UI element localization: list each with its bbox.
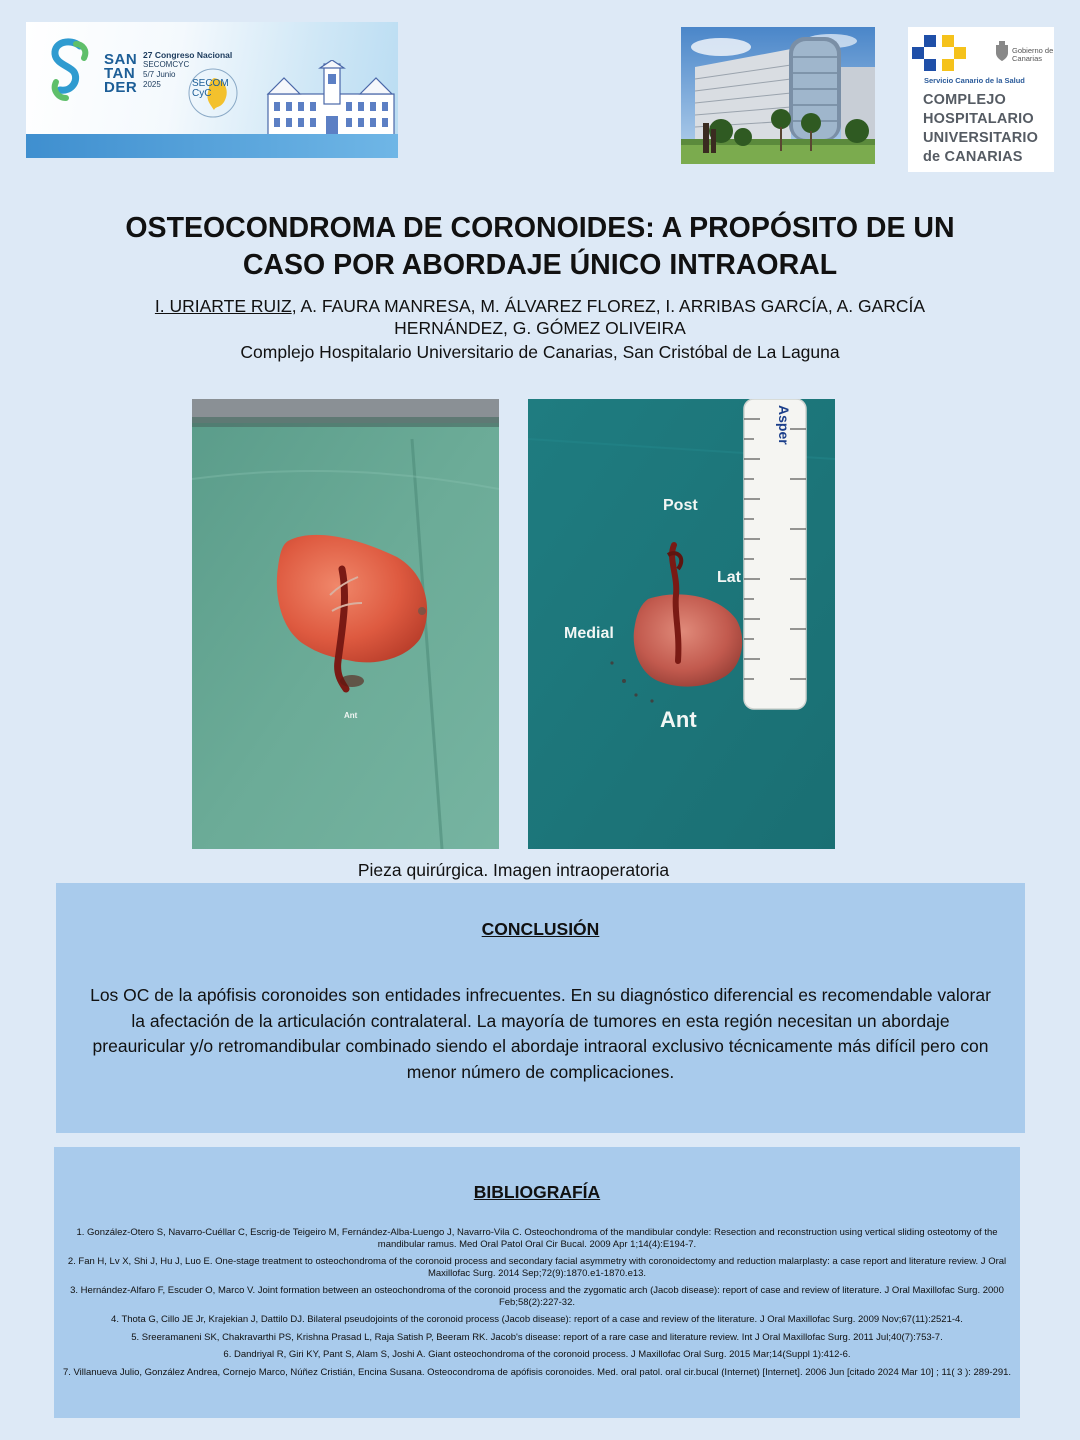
author-list (60, 295, 1020, 339)
conclusion-title: CONCLUSIÓN (481, 919, 600, 939)
hospital-name-line: COMPLEJO (923, 92, 1006, 108)
conclusion-line: preauricular y/o retromandibular combinado siendo el abordaje intraoral exclusivo técnicamente más difícil pero con (92, 1036, 989, 1056)
badge-line-2: CyC (192, 88, 212, 99)
coauthors-line-1: , A. FAURA MANRESA, M. ÁLVAREZ FLOREZ, I. ARRIBAS GARCÍA, A. GARCÍA (291, 296, 926, 316)
reference-item: 4. Thota G, Cillo JE Jr, Krajekian J, Dattilo DJ. Bilateral pseudojoints of the coronoid process (Jacob disease): report of a case and review of the literature. J Oral Maxillofac Surg. 2009 Nov;67(11):2521-4. (111, 1314, 963, 1325)
lateral-label: Lat (717, 569, 741, 586)
scs-cross-icon (912, 35, 972, 75)
secomcyc-s-logo-icon (48, 36, 92, 104)
presenting-author: I. URIARTE RUIZ (154, 296, 292, 316)
canarias-shield-icon (994, 41, 1010, 63)
hospital-building-photo (681, 27, 875, 164)
reference-list (56, 1227, 1018, 1384)
city-line-2: TAN (104, 65, 136, 82)
city-line-1: SAN (104, 51, 138, 68)
conclusion-section (56, 883, 1025, 1133)
palace-illustration-icon (264, 60, 398, 136)
reference-item: 5. Sreeramaneni SK, Chakravarthi PS, Krishna Prasad L, Raja Satish P, Beeram RK. Jacob's disease: report of a rare case and literature review. Int J Oral Maxillofac Surg. 2011 Jul;40(7):753-7. (131, 1331, 943, 1343)
reference-item: 1. González-Otero S, Navarro-Cuéllar C, Escrig-de Teigeiro M, Fernández-Alba-Luengo J, Navarro-Vila C. Osteochondroma of the mandibular condyle: Resection and reconstruction using vertical sliding osteotomy of the mandibular ramus. Med Oral Patol Oral Cir Bucal. 2009 Apr 1;14(4):E194-7. (76, 1227, 998, 1250)
congress-dates: 5/7 Junio (143, 70, 176, 79)
reference-item: 3. Hernández-Alfaro F, Escuder O, Marco V. Joint formation between an osteochondroma of the coronoid process and the zygomatic arch (Jacob disease): report of case and review of literature. J Oral Maxillofac Surg. 2000 Feb;58(2):227-32. (70, 1285, 1004, 1308)
congress-year: 2025 (143, 80, 161, 89)
congress-banner (26, 22, 398, 158)
banner-band (26, 134, 398, 158)
conclusion-body (60, 983, 1021, 1085)
bibliography-title: BIBLIOGRAFÍA (473, 1182, 601, 1202)
bibliography-section (54, 1147, 1020, 1418)
hospital-name-line: HOSPITALARIO (923, 111, 1034, 127)
ruler-brand-label: Asper (776, 405, 792, 445)
reference-item: 7. Villanueva Julio, González Andrea, Cornejo Marco, Núñez Cristián, Encina Susana. Osteocondroma de apófisis coronoides. Med. oral patol. oral cir.bucal (Internet) [Internet]. 2006 Jun [citado 2024 Mar 10] ; 11( 3 ): 289-291. (62, 1366, 1012, 1378)
anterior-label: Ant (660, 707, 697, 732)
medial-label: Medial (564, 625, 614, 642)
conclusion-line: Los OC de la apófisis coronoides son entidades infrecuentes. En su diagnóstico diferencial es recomendable valorar (90, 985, 991, 1005)
poster-title (60, 210, 1020, 284)
city-line-3: DER (104, 79, 138, 96)
reference-item: 2. Fan H, Lv X, Shi J, Hu J, Luo E. One-stage treatment to osteochondroma of the coronoid process and secondary facial asymmetry with coronoidectomy and reduction malarplasty: a case report and literature review. J Oral Maxillofac Surg. 2014 Sep;72(9):1870.e1-1870.e13. (67, 1256, 1007, 1279)
posterior-label: Post (663, 497, 698, 514)
figure-caption: Pieza quirúrgica. Imagen intraoperatoria (357, 860, 670, 880)
congress-city (104, 53, 137, 95)
affiliation: Complejo Hospitalario Universitario de Canarias, San Cristóbal de La Laguna (240, 342, 840, 362)
congress-society: SECOMCYC (143, 60, 190, 69)
conclusion-line: menor número de complicaciones. (406, 1061, 675, 1082)
coauthors-line-2: HERNÁNDEZ, G. GÓMEZ OLIVEIRA (394, 318, 686, 338)
hospital-logo (908, 27, 1054, 172)
hospital-building-image (681, 27, 875, 164)
hospital-name-line: UNIVERSITARIO (923, 130, 1039, 146)
photo1-ant-label: Ant (344, 711, 358, 720)
secomcyc-badge-text (192, 79, 229, 99)
surgical-specimen-photo-1 (192, 399, 499, 849)
conclusion-line: la afectación de la articulación contralateral. La mayoría de tumores en esta región necesitan un abordaje (131, 1010, 950, 1031)
badge-line-1: SECOM (192, 78, 229, 89)
title-line-2: CASO POR ABORDAJE ÚNICO INTRAORAL (242, 249, 838, 281)
reference-item: 6. Dandriyal R, Giri KY, Pant S, Alam S, Joshi A. Giant osteochondroma of the coronoid process. J Maxillofac Oral Surg. 2015 Mar;14(Suppl 1):412-6. (223, 1349, 851, 1360)
congress-edition: 27 Congreso Nacional (143, 50, 233, 60)
title-line-1: OSTEOCONDROMA DE CORONOIDES: A PROPÓSITO DE UN (125, 212, 955, 244)
specimen-photo-1-image (192, 399, 499, 849)
surgical-specimen-photo-2 (528, 399, 835, 849)
specimen-photo-2-image (528, 399, 835, 849)
government-label: Gobierno de Canarias (1012, 46, 1054, 63)
hospital-name-line: de CANARIAS (923, 149, 1023, 165)
hospital-name (923, 91, 1038, 167)
health-service-label: Servicio Canario de la Salud (924, 76, 1025, 85)
